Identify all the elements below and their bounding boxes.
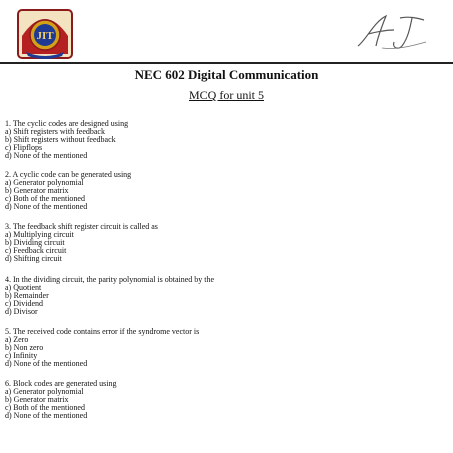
question-4 <box>5 276 214 316</box>
option-c: c) Feedback circuit <box>5 246 67 255</box>
document-subtitle <box>0 88 453 103</box>
question-6 <box>5 380 117 420</box>
option-a: a) Multiplying circuit <box>5 230 74 239</box>
option-c: c) Flipflops <box>5 143 43 152</box>
question-1 <box>5 120 128 160</box>
question-3 <box>5 223 158 263</box>
option-d: d) None of the mentioned <box>5 151 88 160</box>
option-b: b) Non zero <box>5 343 44 352</box>
question-text: 5. The received code contains error if the syndrome vector is <box>5 327 200 336</box>
question-text: 2. A cyclic code can be generated using <box>5 170 132 179</box>
option-b: b) Dividing circuit <box>5 238 65 247</box>
option-b: b) Remainder <box>5 291 49 300</box>
document-title: NEC 602 Digital Communication <box>134 67 319 82</box>
option-a: a) Quotient <box>5 283 42 292</box>
question-text: 1. The cyclic codes are designed using <box>5 119 129 128</box>
document-subtitle-text: MCQ for unit 5 <box>189 88 264 102</box>
question-2 <box>5 171 131 211</box>
question-text: 3. The feedback shift register circuit is called as <box>5 222 158 231</box>
option-d: d) None of the mentioned <box>5 359 88 368</box>
question-text: 6. Block codes are generated using <box>5 379 117 388</box>
option-c: c) Both of the mentioned <box>5 403 85 412</box>
option-d: d) Divisor <box>5 307 38 316</box>
question-5 <box>5 328 199 368</box>
option-d: d) None of the mentioned <box>5 411 88 420</box>
logo-text: JIT <box>36 30 54 42</box>
question-text: 4. In the dividing circuit, the parity polynomial is obtained by the <box>5 275 215 284</box>
option-c: c) Infinity <box>5 351 38 360</box>
option-a: a) Generator polynomial <box>5 387 84 396</box>
option-d: d) Shifting circuit <box>5 254 62 263</box>
option-b: b) Generator matrix <box>5 186 69 195</box>
option-c: c) Both of the mentioned <box>5 194 85 203</box>
option-d: d) None of the mentioned <box>5 202 88 211</box>
option-b: b) Shift registers without feedback <box>5 135 116 144</box>
option-a: a) Shift registers with feedback <box>5 127 105 136</box>
option-c: c) Dividend <box>5 299 43 308</box>
option-a: a) Zero <box>5 335 29 344</box>
option-a: a) Generator polynomial <box>5 178 84 187</box>
header-divider <box>0 62 453 64</box>
option-b: b) Generator matrix <box>5 395 69 404</box>
college-crest-icon <box>16 8 74 60</box>
signature-monogram-icon <box>352 12 430 52</box>
